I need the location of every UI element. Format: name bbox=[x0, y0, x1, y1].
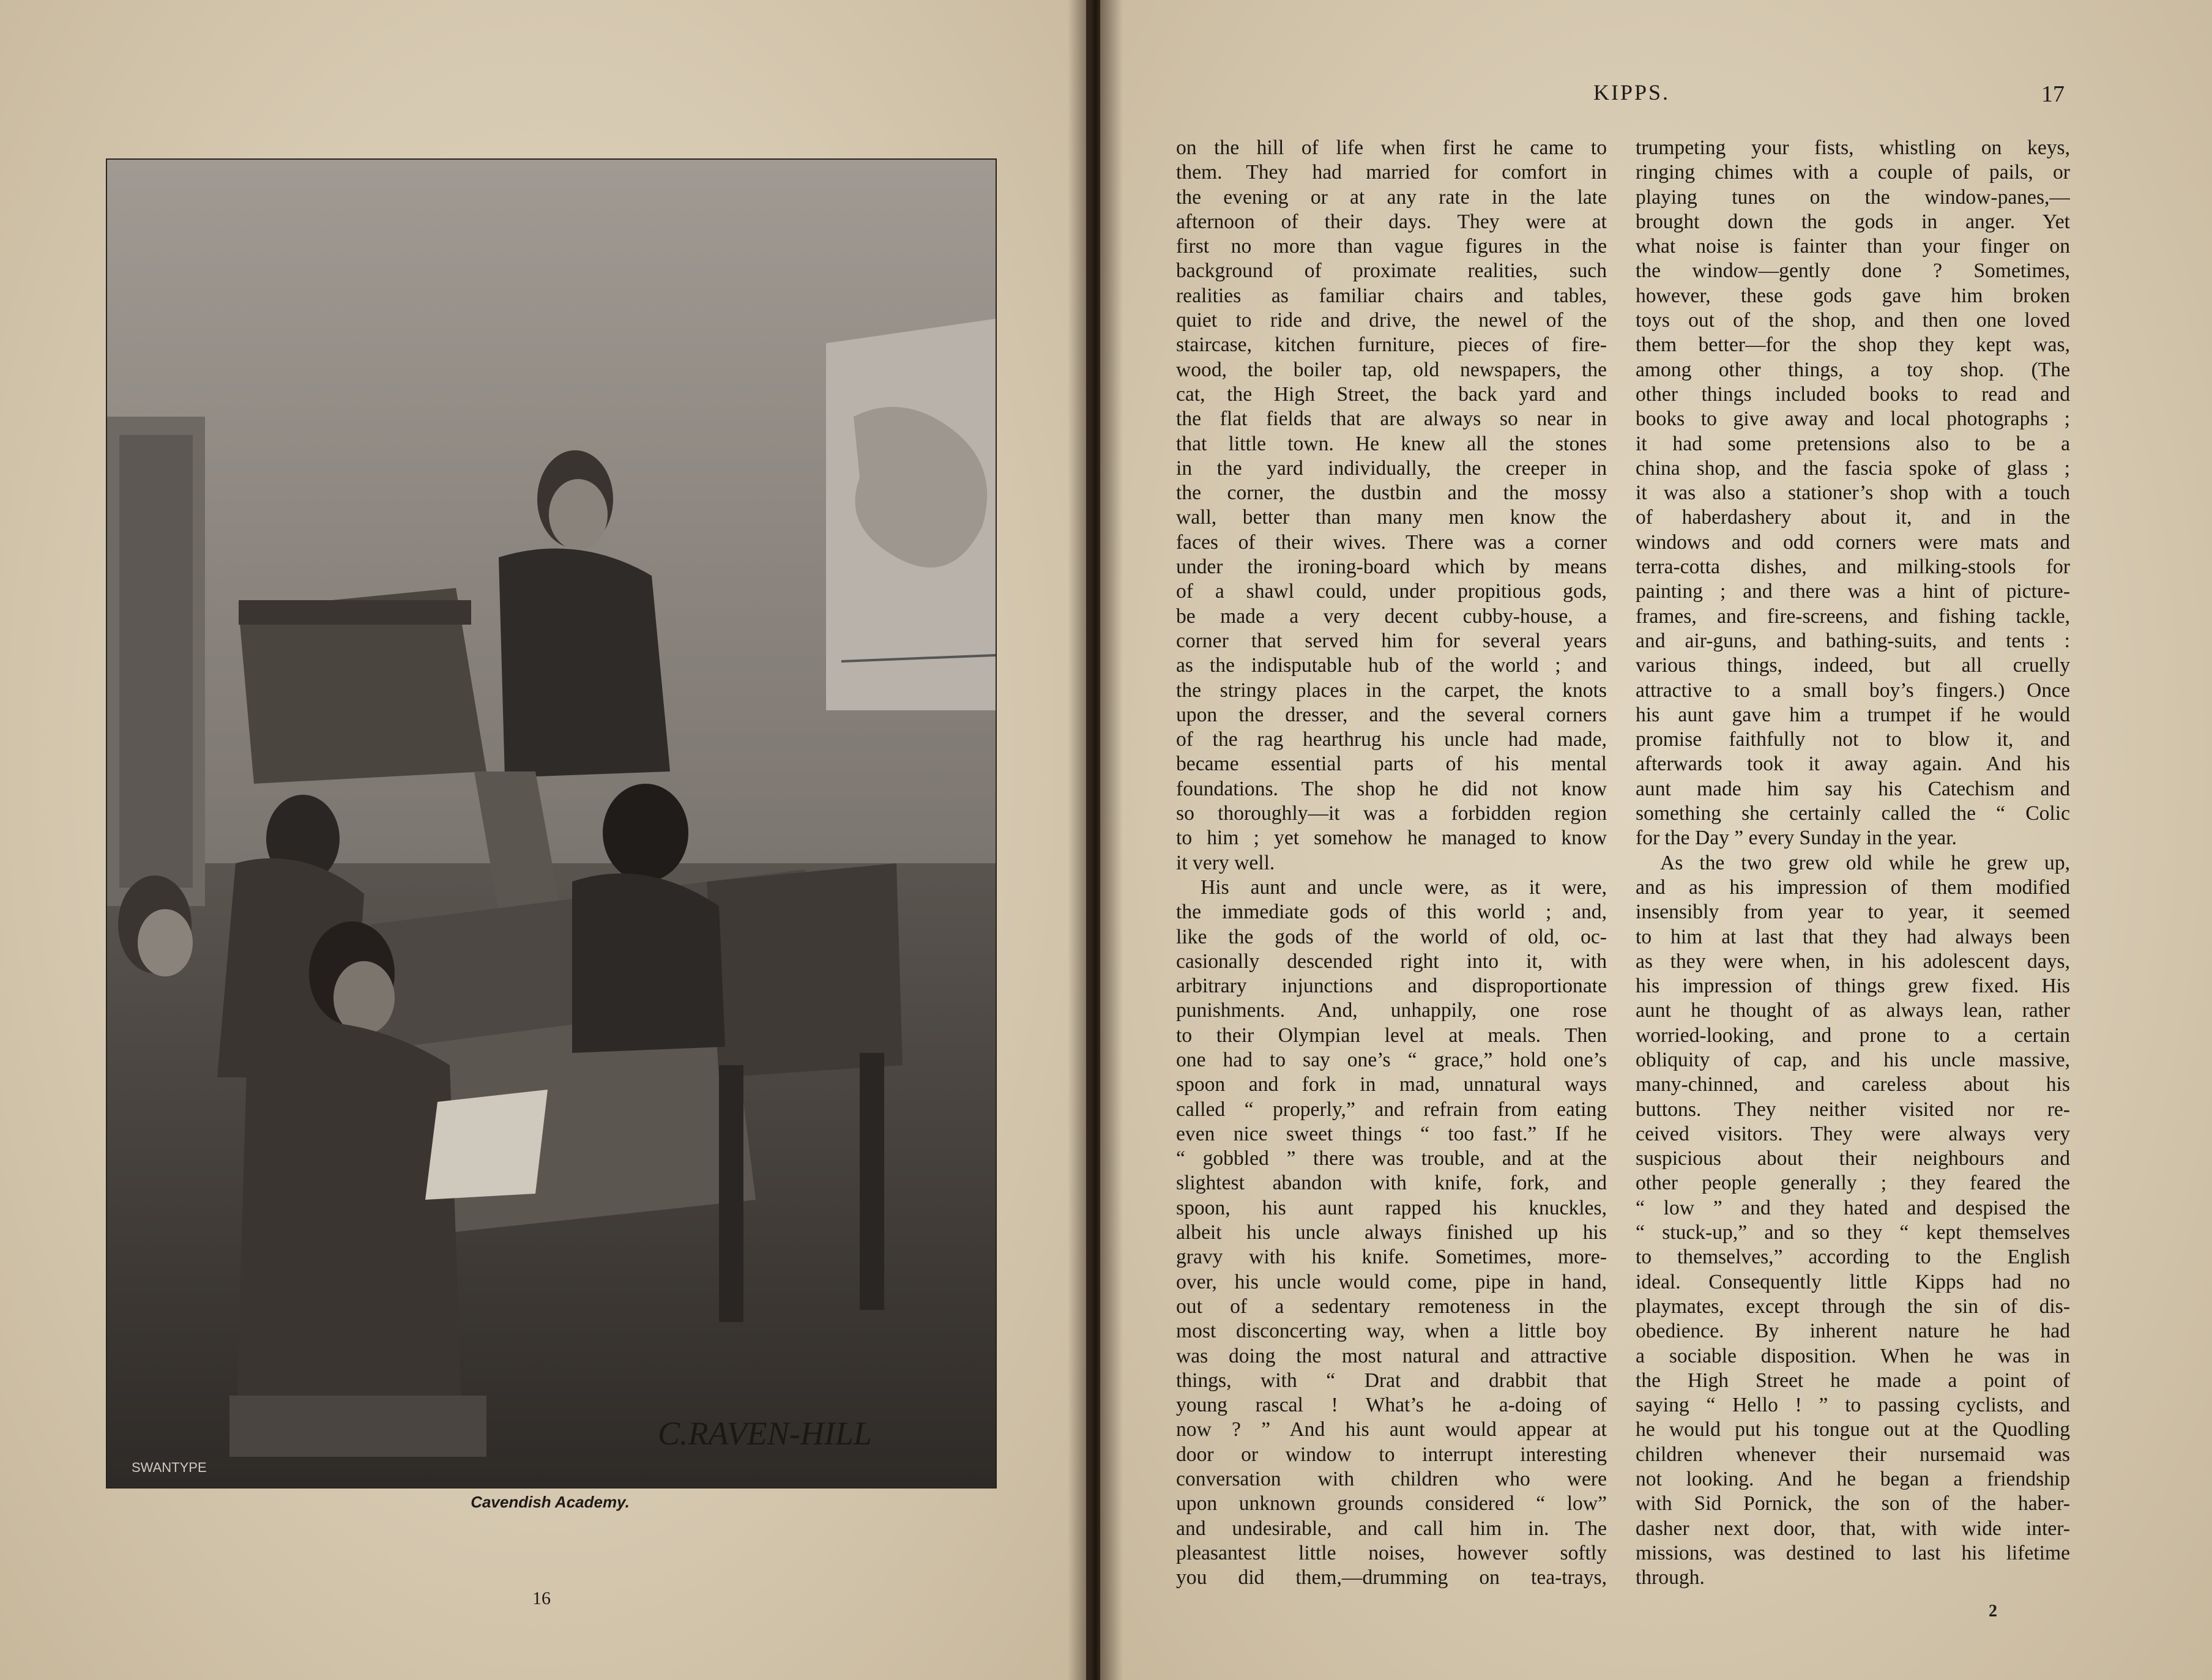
text-line: something she certainly called the “ Colic bbox=[1636, 802, 2070, 825]
text-line: many-chinned, and careless about his bbox=[1636, 1073, 2070, 1096]
text-line: door or window to interrupt interesting bbox=[1176, 1443, 1607, 1466]
text-line: called “ properly,” and refrain from eating bbox=[1176, 1098, 1607, 1121]
text-line: pleasantest little noises, however softly bbox=[1176, 1541, 1607, 1564]
text-line: aunt made him say his Catechism and bbox=[1636, 777, 2070, 800]
text-line: ringing chimes with a couple of pails, or bbox=[1636, 161, 2070, 184]
text-line: spoon, his aunt rapped his knuckles, bbox=[1176, 1196, 1607, 1219]
artist-signature: C.RAVEN-HILL bbox=[658, 1415, 872, 1452]
text-line: he would put his tongue out at the Quodling bbox=[1636, 1418, 2070, 1441]
text-line: wall, better than many men know the bbox=[1176, 506, 1607, 529]
text-line: you did them,—drumming on tea-trays, bbox=[1176, 1566, 1607, 1589]
text-line: attractive to a small boy’s fingers.) Once bbox=[1636, 678, 2070, 702]
text-line: ceived visitors. They were always very bbox=[1636, 1122, 2070, 1145]
page-number-left: 16 bbox=[532, 1588, 551, 1608]
text-line: foundations. The shop he did not know bbox=[1176, 777, 1607, 800]
text-line: to him at last that they had always been bbox=[1636, 925, 2070, 948]
text-line: them better—for the shop they kept was, bbox=[1636, 333, 2070, 357]
text-line: buttons. They neither visited nor re- bbox=[1636, 1098, 2070, 1121]
text-line: aunt he thought of as always lean, rather bbox=[1636, 999, 2070, 1022]
text-line: that little town. He knew all the stones bbox=[1176, 432, 1607, 455]
text-line: the immediate gods of this world ; and, bbox=[1176, 901, 1607, 924]
text-line: windows and odd corners were mats and bbox=[1636, 530, 2070, 554]
text-line: background of proximate realities, such bbox=[1176, 259, 1607, 283]
text-line: arbitrary injunctions and disproportionate bbox=[1176, 975, 1607, 998]
text-line: so thoroughly—it was a forbidden region bbox=[1176, 802, 1607, 825]
page-number-right: 17 bbox=[2041, 81, 2065, 107]
text-line: and air-guns, and bathing-suits, and tents : bbox=[1636, 629, 2070, 652]
text-line: trumpeting your fists, whistling on keys, bbox=[1636, 136, 2070, 159]
text-line: other people generally ; they feared the bbox=[1636, 1172, 2070, 1195]
text-line: playing tunes on the window-panes,— bbox=[1636, 185, 2070, 209]
text-line: over, his uncle would come, pipe in hand, bbox=[1176, 1270, 1607, 1293]
text-line: cat, the High Street, the back yard and bbox=[1176, 382, 1607, 406]
text-line: and undesirable, and call him in. The bbox=[1176, 1517, 1607, 1540]
text-line: most disconcerting way, when a little boy bbox=[1176, 1320, 1607, 1343]
text-line: ideal. Consequently little Kipps had no bbox=[1636, 1270, 2070, 1293]
text-line: in the yard individually, the creeper in bbox=[1176, 456, 1607, 480]
text-line: the High Street he made a point of bbox=[1636, 1369, 2070, 1392]
text-line: spoon and fork in mad, unnatural ways bbox=[1176, 1073, 1607, 1096]
text-line: it had some pretensions also to be a bbox=[1636, 432, 2070, 455]
text-line: afterwards took it away again. And his bbox=[1636, 753, 2070, 776]
text-line: the evening or at any rate in the late bbox=[1176, 185, 1607, 209]
text-line: insensibly from year to year, it seemed bbox=[1636, 901, 2070, 924]
text-line: “ stuck-up,” and so they “ kept themselves bbox=[1636, 1221, 2070, 1244]
text-line: of haberdashery about it, and in the bbox=[1636, 506, 2070, 529]
text-line: afternoon of their days. They were at bbox=[1176, 210, 1607, 233]
text-line: saying “ Hello ! ” to passing cyclists, and bbox=[1636, 1394, 2070, 1417]
text-line: corner that served him for several years bbox=[1176, 629, 1607, 652]
text-line: one had to say one’s “ grace,” hold one’s bbox=[1176, 1048, 1607, 1071]
text-line: them. They had married for comfort in bbox=[1176, 161, 1607, 184]
text-line: books to give away and local photographs ; bbox=[1636, 407, 2070, 431]
classroom-illustration bbox=[106, 158, 997, 1489]
text-line: upon unknown grounds considered “ low” bbox=[1176, 1492, 1607, 1515]
text-line: “ gobbled ” there was trouble, and at the bbox=[1176, 1147, 1607, 1170]
text-line: was doing the most natural and attractive bbox=[1176, 1344, 1607, 1367]
text-line: to their Olympian level at meals. Then bbox=[1176, 1024, 1607, 1047]
text-line: obliquity of cap, and his uncle massive, bbox=[1636, 1048, 2070, 1071]
text-line: it was also a stationer’s shop with a touch bbox=[1636, 481, 2070, 505]
text-line: punishments. And, unhappily, one rose bbox=[1176, 999, 1607, 1022]
text-line: and as his impression of them modified bbox=[1636, 875, 2070, 899]
text-line: “ low ” and they hated and despised the bbox=[1636, 1196, 2070, 1219]
text-line: His aunt and uncle were, as it were, bbox=[1201, 875, 1607, 899]
text-line: however, these gods gave him broken bbox=[1636, 284, 2070, 307]
text-line: with Sid Pornick, the son of the haber- bbox=[1636, 1492, 2070, 1515]
text-line: upon the dresser, and the several corners bbox=[1176, 703, 1607, 726]
text-line: for the Day ” every Sunday in the year. bbox=[1636, 827, 1957, 850]
text-line: things, with “ Drat and drabbit that bbox=[1176, 1369, 1607, 1392]
text-line: conversation with children who were bbox=[1176, 1468, 1607, 1491]
text-line: as the indisputable hub of the world ; and bbox=[1176, 654, 1607, 677]
text-line: quiet to ride and drive, the newel of the bbox=[1176, 309, 1607, 332]
text-line: the window—gently done ? Sometimes, bbox=[1636, 259, 2070, 283]
text-line: playmates, except through the sin of dis- bbox=[1636, 1295, 2070, 1318]
text-line: gravy with his knife. Sometimes, more- bbox=[1176, 1246, 1607, 1269]
text-line: among other things, a toy shop. (The bbox=[1636, 358, 2070, 381]
text-line: dasher next door, that, with wide inter- bbox=[1636, 1517, 2070, 1540]
signature-mark: 2 bbox=[1989, 1602, 1997, 1621]
text-line: as they were when, in his adolescent days, bbox=[1636, 950, 2070, 973]
text-line: children whenever their nursemaid was bbox=[1636, 1443, 2070, 1466]
text-line: As the two grew old while he grew up, bbox=[1660, 851, 2070, 874]
text-line: of the rag hearthrug his uncle had made, bbox=[1176, 728, 1607, 751]
text-line: first no more than vague figures in the bbox=[1176, 235, 1607, 258]
text-line: terra-cotta dishes, and milking-stools for bbox=[1636, 556, 2070, 579]
text-line: the corner, the dustbin and the mossy bbox=[1176, 481, 1607, 505]
text-line: painting ; and there was a hint of picture- bbox=[1636, 580, 2070, 603]
book-gutter bbox=[1068, 0, 1123, 1680]
illustration-caption: Cavendish Academy. bbox=[471, 1493, 630, 1511]
text-line: of a shawl could, under propitious gods, bbox=[1176, 580, 1607, 603]
text-line: wood, the boiler tap, old newspapers, the bbox=[1176, 358, 1607, 381]
text-line: like the gods of the world of old, oc- bbox=[1176, 925, 1607, 948]
text-line: casionally descended right into it, with bbox=[1176, 950, 1607, 973]
text-line: became essential parts of his mental bbox=[1176, 753, 1607, 776]
text-line: staircase, kitchen furniture, pieces of fire- bbox=[1176, 333, 1607, 357]
text-line: his aunt gave him a trumpet if he would bbox=[1636, 703, 2070, 726]
text-line: toys out of the shop, and then one loved bbox=[1636, 309, 2070, 332]
text-line: the flat fields that are always so near in bbox=[1176, 407, 1607, 431]
running-head: KIPPS. bbox=[1593, 80, 1670, 105]
text-line: the stringy places in the carpet, the knots bbox=[1176, 678, 1607, 702]
text-line: other things included books to read and bbox=[1636, 382, 2070, 406]
text-line: albeit his uncle always finished up his bbox=[1176, 1221, 1607, 1244]
text-line: be made a very decent cubby-house, a bbox=[1176, 604, 1607, 628]
text-line: on the hill of life when first he came to bbox=[1176, 136, 1607, 159]
text-line: missions, was destined to last his lifetime bbox=[1636, 1541, 2070, 1564]
text-line: brought down the gods in anger. Yet bbox=[1636, 210, 2070, 233]
text-line: under the ironing-board which by means bbox=[1176, 556, 1607, 579]
illustration-drawing bbox=[107, 160, 996, 1487]
text-line: a sociable disposition. When he was in bbox=[1636, 1344, 2070, 1367]
text-line: china shop, and the fascia spoke of glass ; bbox=[1636, 456, 2070, 480]
text-line: frames, and fire-screens, and fishing tackle, bbox=[1636, 604, 2070, 628]
text-column-1 bbox=[1176, 136, 1607, 1591]
text-line: slightest abandon with knife, fork, and bbox=[1176, 1172, 1607, 1195]
text-line: obedience. By inherent nature he had bbox=[1636, 1320, 2070, 1343]
left-page bbox=[0, 0, 1086, 1680]
text-line: not looking. And he began a friendship bbox=[1636, 1468, 2070, 1491]
text-line: young rascal ! What’s he a-doing of bbox=[1176, 1394, 1607, 1417]
text-line: worried-looking, and prone to a certain bbox=[1636, 1024, 2070, 1047]
text-line: his impression of things grew fixed. His bbox=[1636, 975, 2070, 998]
text-line: through. bbox=[1636, 1566, 1705, 1589]
engraver-mark: SWANTYPE bbox=[132, 1460, 207, 1475]
text-line: it very well. bbox=[1176, 851, 1275, 874]
text-line: what noise is fainter than your finger on bbox=[1636, 235, 2070, 258]
text-line: various things, indeed, but all cruelly bbox=[1636, 654, 2070, 677]
text-line: suspicious about their neighbours and bbox=[1636, 1147, 2070, 1170]
text-column-2 bbox=[1636, 136, 2070, 1591]
text-line: realities as familiar chairs and tables, bbox=[1176, 284, 1607, 307]
text-line: now ? ” And his aunt would appear at bbox=[1176, 1418, 1607, 1441]
text-line: even nice sweet things “ too fast.” If he bbox=[1176, 1122, 1607, 1145]
text-line: faces of their wives. There was a corner bbox=[1176, 530, 1607, 554]
text-line: to him ; yet somehow he managed to know bbox=[1176, 827, 1607, 850]
text-line: promise faithfully not to blow it, and bbox=[1636, 728, 2070, 751]
text-line: out of a sedentary remoteness in the bbox=[1176, 1295, 1607, 1318]
text-line: to themselves,” according to the English bbox=[1636, 1246, 2070, 1269]
